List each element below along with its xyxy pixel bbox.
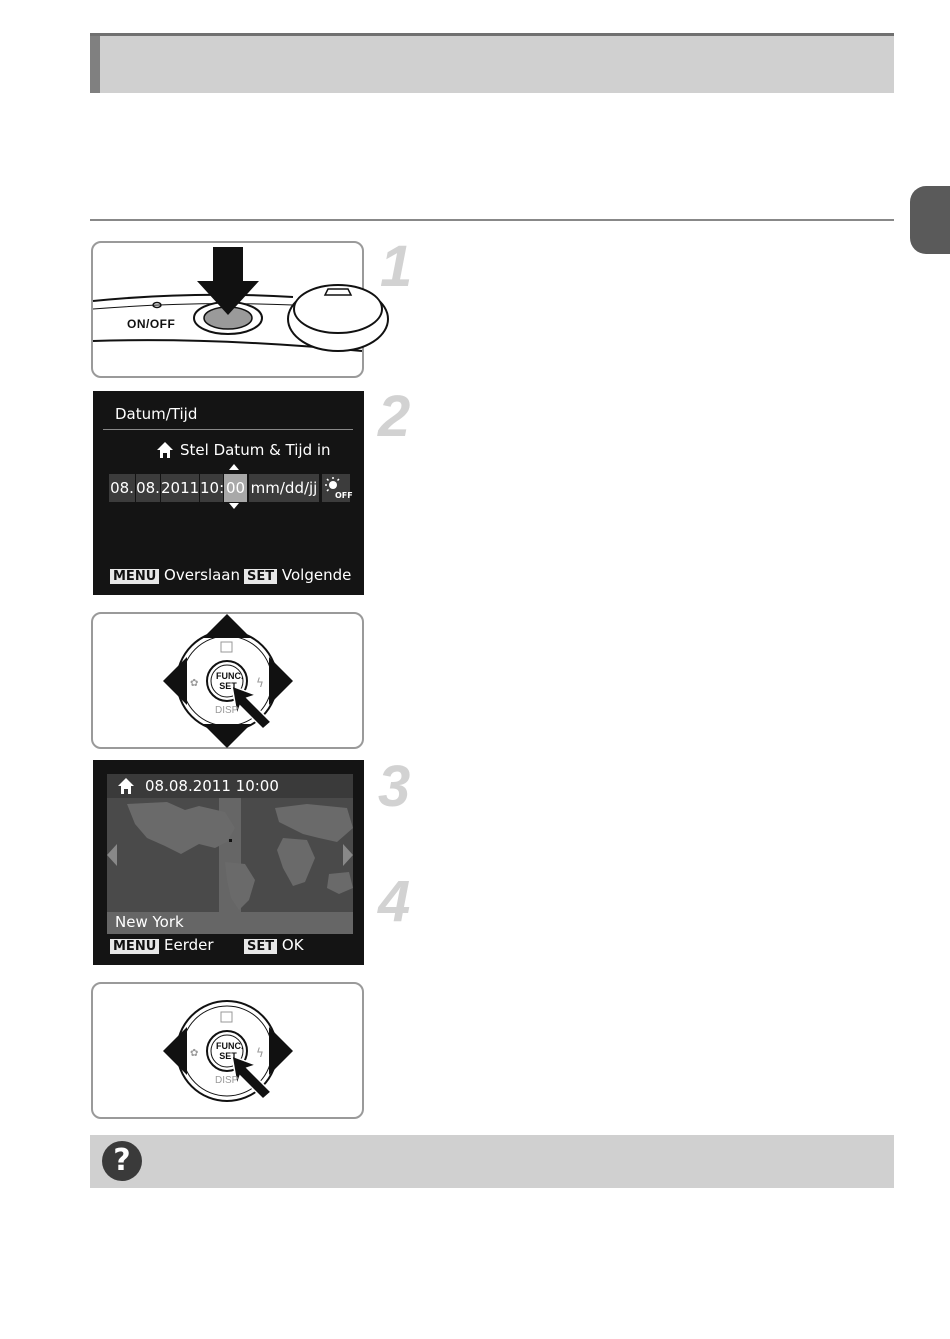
down-arrow-icon (203, 724, 251, 748)
right-scroll-icon[interactable] (343, 844, 353, 866)
help-bar (90, 1135, 894, 1188)
time-field-minute-selected[interactable]: 00 (224, 474, 247, 502)
screen-subtitle: Stel Datum & Tijd in (180, 441, 331, 459)
home-icon (117, 777, 135, 800)
map-guide-menu (110, 936, 214, 954)
left-scroll-icon[interactable] (107, 844, 117, 866)
step-number-2: 2 (378, 384, 411, 449)
menu-key-badge: MENU (110, 569, 159, 584)
func-label: FUNC. (216, 671, 244, 681)
world-map (107, 798, 353, 912)
svg-text:✿: ✿ (190, 1048, 199, 1059)
func-set-button[interactable] (216, 1041, 244, 1061)
section-header-bar (90, 33, 894, 93)
left-arrow-icon (163, 1027, 187, 1075)
set-action-label: Volgende (281, 566, 352, 584)
header-accent (90, 36, 100, 93)
power-button-illustration (91, 241, 364, 378)
title-divider (103, 429, 353, 430)
divider (90, 219, 894, 221)
city-name: New York (115, 913, 184, 931)
date-field-year: 2011 (161, 474, 199, 502)
home-icon (156, 441, 174, 464)
right-arrow-icon (269, 657, 293, 705)
home-datetime: 08.08.2011 10:00 (145, 777, 279, 795)
left-arrow-icon (163, 657, 187, 705)
up-arrow-icon (203, 614, 251, 638)
time-field-hour: 10: (200, 474, 223, 502)
set-label: SET (219, 681, 237, 691)
guide-row-set (244, 566, 351, 584)
question-icon: ? (102, 1141, 142, 1181)
func-label: FUNC. (216, 1041, 244, 1051)
control-dial-illustration-2way (91, 982, 364, 1119)
chapter-tab (910, 186, 950, 254)
date-field-month: 08. (109, 474, 135, 502)
set-key-badge: SET (244, 569, 277, 584)
onoff-label: ON/OFF (127, 317, 176, 331)
date-format: mm/dd/jj (249, 474, 319, 502)
step-number-3: 3 (378, 754, 411, 819)
screen-title: Datum/Tijd (115, 405, 198, 423)
disp-label: DISP (215, 1075, 239, 1086)
map-guide-set (244, 936, 304, 954)
sun-off-icon (322, 474, 353, 502)
control-dial-illustration-4way (91, 612, 364, 749)
date-field-day: 08. (136, 474, 160, 502)
svg-text:ϟ: ϟ (256, 1046, 264, 1060)
step-number-1: 1 (380, 234, 413, 299)
func-set-button[interactable] (216, 671, 244, 691)
down-caret-icon (229, 503, 239, 509)
svg-text:OFF: OFF (335, 491, 353, 500)
up-caret-icon (229, 464, 239, 470)
step-number-4: 4 (378, 869, 411, 934)
menu-action-label: Overslaan (164, 566, 240, 584)
set-action-label: OK (281, 936, 304, 954)
right-arrow-icon (269, 1027, 293, 1075)
set-label: SET (219, 1051, 237, 1061)
set-key-badge: SET (244, 939, 277, 954)
svg-text:ϟ: ϟ (256, 676, 264, 690)
guide-row (110, 566, 240, 584)
menu-action-label: Eerder (164, 936, 214, 954)
menu-key-badge: MENU (110, 939, 159, 954)
mode-dial (288, 285, 388, 351)
disp-label: DISP (215, 705, 239, 716)
worldmap-screen (93, 760, 364, 965)
svg-text:✿: ✿ (190, 678, 199, 689)
